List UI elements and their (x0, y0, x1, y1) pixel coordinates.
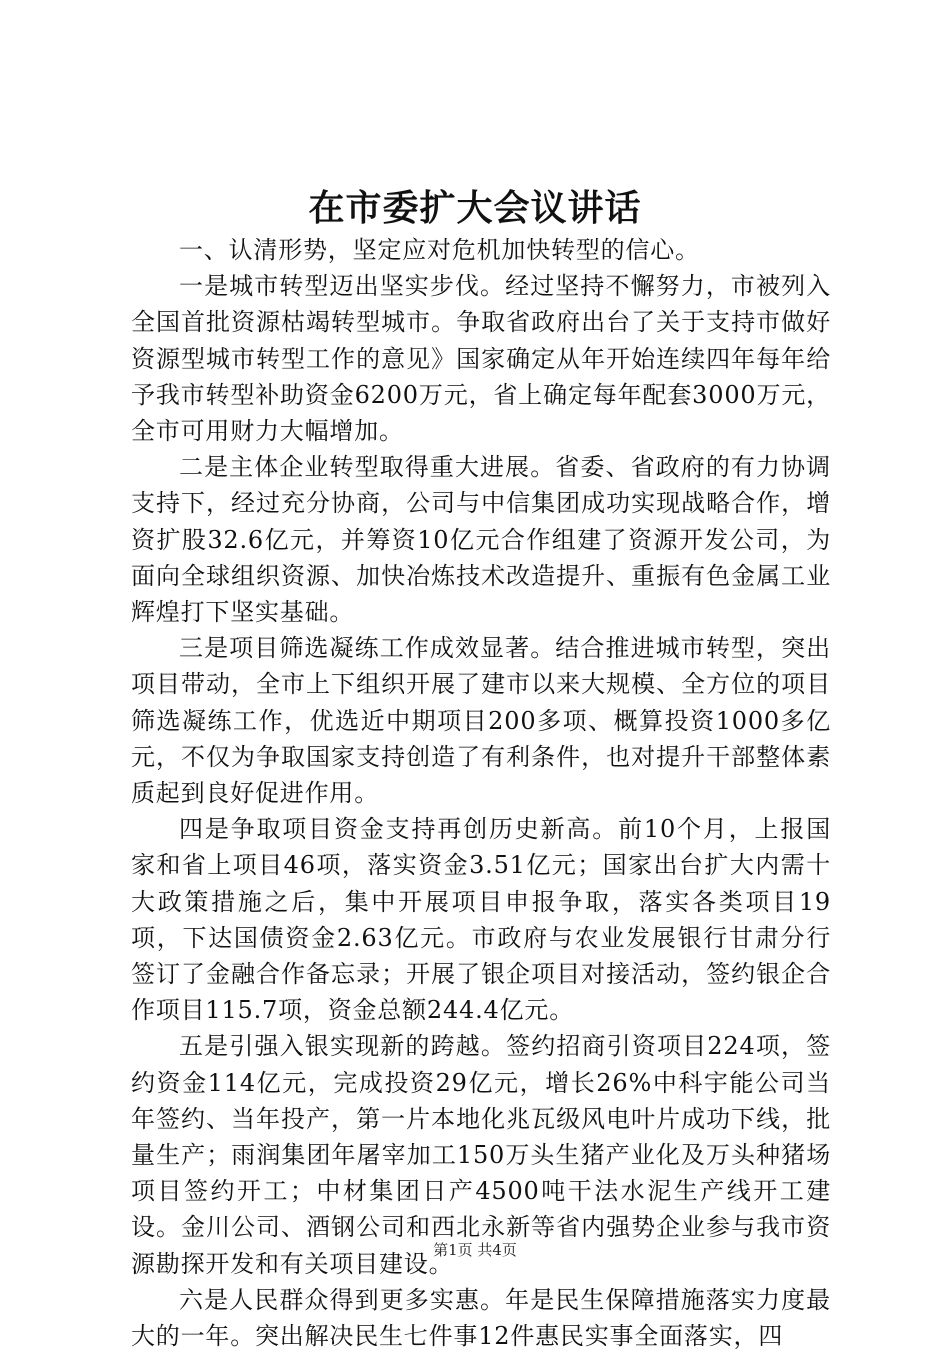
document-body (131, 232, 831, 1354)
paragraph-investment-attraction: 五是引强入银实现新的跨越。签约招商引资项目224项，签约资金114亿元，完成投资29亿元，增长26%中科宇能公司当年签约、当年投产，第一片本地化兆瓦级风电叶片成功下线，批量生产；雨润集团年屠宰加工150万头生猪产业化及万头种猪场项目签约开工；中材集团日产4500吨干法水泥生产线开工建设。金川公司、酒钢公司和西北永新等省内强势企业参与我市资源勘探开发和有关项目建设。 (131, 1032, 831, 1278)
paragraph-enterprise-transformation: 二是主体企业转型取得重大进展。省委、省政府的有力协调支持下，经过充分协商，公司与中信集团成功实现战略合作，增资扩股32.6亿元，并筹资10亿元合作组建了资源开发公司，为面向全球组织资源、加快冶炼技术改造提升、重振有色金属工业辉煌打下坚实基础。 (131, 453, 831, 627)
paragraph-public-benefits: 六是人民群众得到更多实惠。年是民生保障措施落实力度最大的一年。突出解决民生七件事12件惠民实事全面落实，四 (131, 1285, 831, 1351)
paragraph-project-funding: 四是争取项目资金支持再创历史新高。前10个月，上报国家和省上项目46项，落实资金3.51亿元；国家出台扩大内需十大政策措施之后，集中开展项目申报争取，落实各类项目19项，下达国债资金2.63亿元。市政府与农业发展银行甘肃分行签订了金融合作备忘录；开展了银企项目对接活动，签约银企合作项目115.7项，资金总额244.4亿元。 (131, 815, 831, 1025)
paragraph-city-transformation: 一是城市转型迈出坚实步伐。经过坚持不懈努力，市被列入全国首批资源枯竭转型城市。争取省政府出台了关于支持市做好资源型城市转型工作的意见》国家确定从年开始连续四年每年给予我市转型补助资金6200万元，省上确定每年配套3000万元，全市可用财力大幅增加。 (131, 272, 831, 446)
paragraph-project-screening: 三是项目筛选凝练工作成效显著。结合推进城市转型，突出项目带动，全市上下组织开展了建市以来大规模、全方位的项目筛选凝练工作，优选近中期项目200多项、概算投资1000多亿元，不仅为争取国家支持创造了有利条件，也对提升干部整体素质起到良好促进作用。 (131, 634, 831, 808)
page-number-footer: 第1页 共4页 (433, 1241, 517, 1259)
paragraph-section-heading: 一、认清形势，坚定应对危机加快转型的信心。 (179, 236, 700, 264)
document-title: 在市委扩大会议讲话 (308, 188, 642, 229)
